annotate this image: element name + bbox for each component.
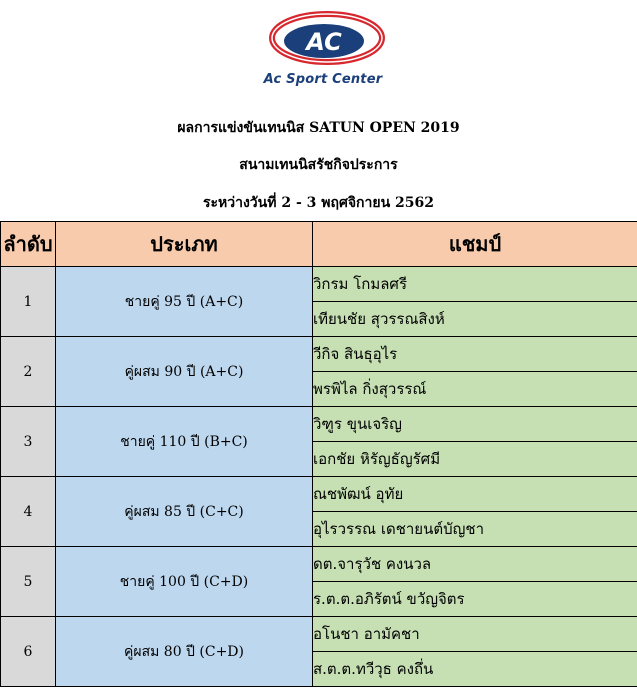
rank-cell: 2 — [1, 337, 56, 407]
player-cell: ณชพัฒน์ อุทัย — [313, 477, 637, 512]
rank-header: ลำดับ — [1, 222, 56, 267]
category-header: ประเภท — [56, 222, 313, 267]
ac-logo-emblem — [248, 10, 398, 72]
rank-cell: 3 — [1, 407, 56, 477]
player-cell: พรพิไล กิ่งสุวรรณ์ — [313, 372, 637, 407]
table-row — [1, 267, 637, 302]
category-cell: ชายคู่ 95 ปี (A+C) — [56, 267, 313, 337]
table-row — [1, 617, 637, 652]
category-cell: คู่ผสม 85 ปี (C+C) — [56, 477, 313, 547]
player-cell: ส.ต.ต.ทวีวุธ คงถึ่น — [313, 652, 637, 687]
player-cell: เอกชัย หิรัญธัญรัศมี — [313, 442, 637, 477]
category-cell: ชายคู่ 100 ปี (C+D) — [56, 547, 313, 617]
category-cell: คู่ผสม 80 ปี (C+D) — [56, 617, 313, 687]
rank-cell: 6 — [1, 617, 56, 687]
table-row — [1, 547, 637, 582]
rank-cell: 5 — [1, 547, 56, 617]
player-cell: อุไรวรรณ เดชายนต์บัญชา — [313, 512, 637, 547]
table-row — [1, 337, 637, 372]
ac-logo-letters: AC — [306, 28, 342, 56]
table-row — [1, 477, 637, 512]
date-heading: ระหว่างวันที่ 2 - 3 พฤศจิกายน 2562 — [202, 195, 435, 211]
table-row — [1, 407, 637, 442]
player-cell: เทียนชัย สุวรรณสิงห์ — [313, 302, 637, 337]
player-cell: ดต.จารุวัช คงนวล — [313, 547, 637, 582]
rank-cell: 4 — [1, 477, 56, 547]
table-header-row — [1, 222, 637, 267]
champion-header: แชมป์ — [313, 222, 637, 267]
category-cell: คู่ผสม 90 ปี (A+C) — [56, 337, 313, 407]
category-cell: ชายคู่ 110 ปี (B+C) — [56, 407, 313, 477]
logo-text: Ac Sport Center — [263, 72, 383, 87]
player-cell: วิฑูร ขุนเจริญ — [313, 407, 637, 442]
results-table — [0, 221, 637, 687]
rank-cell: 1 — [1, 267, 56, 337]
venue-heading: สนามเทนนิสรัชกิจประการ — [239, 157, 398, 173]
page-title: ผลการแข่งขันเทนนิส SATUN OPEN 2019 — [177, 120, 460, 136]
player-cell: อโนชา อามัคชา — [313, 617, 637, 652]
player-cell: วีกิจ สินธุอุไร — [313, 337, 637, 372]
ac-sport-center-logo — [248, 10, 398, 92]
player-cell: วิกรม โกมลศรี — [313, 267, 637, 302]
player-cell: ร.ต.ต.อภิรัตน์ ขวัญจิตร — [313, 582, 637, 617]
